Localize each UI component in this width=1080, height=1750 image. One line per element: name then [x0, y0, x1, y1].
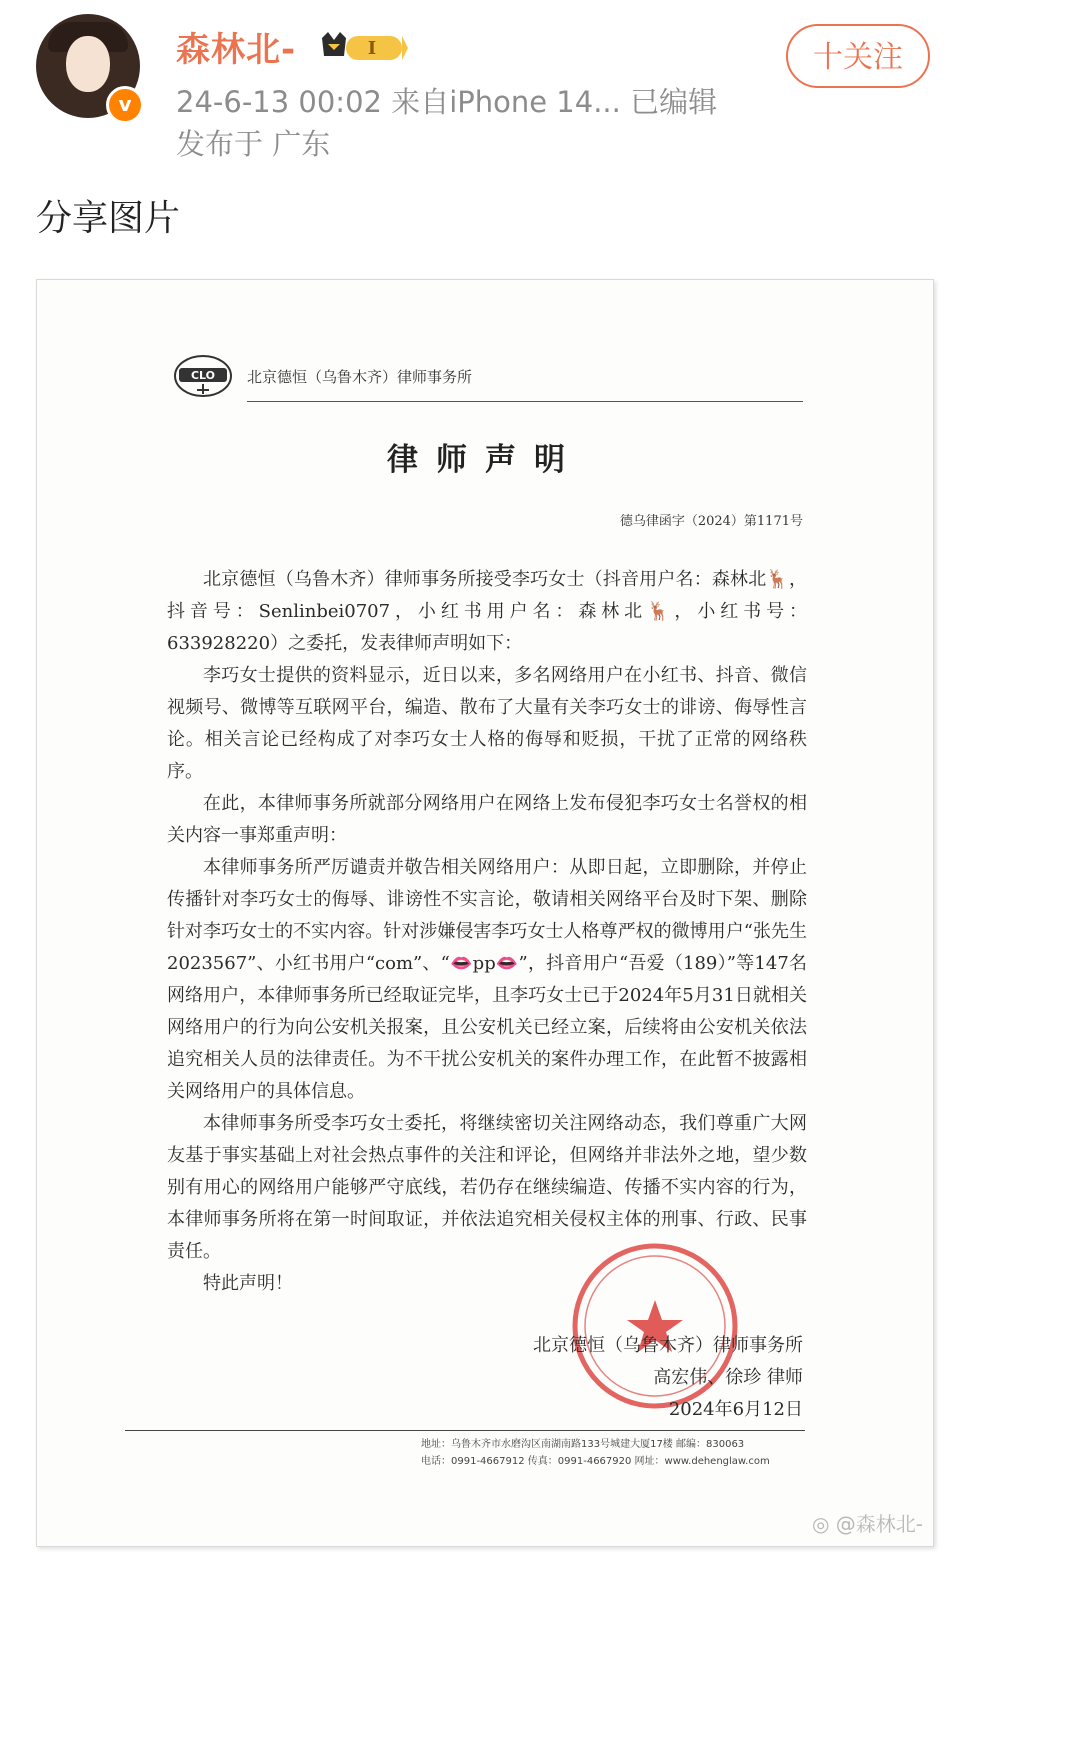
signature-date: 2024年6月12日 — [668, 1399, 803, 1420]
document-title: 律师声明 — [387, 442, 583, 478]
post-text: 分享图片 — [36, 198, 181, 239]
vip-badge-icon[interactable] — [318, 30, 410, 66]
footer-contact: 电话：0991-4667912 传真：0991-4667920 网址：www.dehenglaw.com — [421, 1456, 770, 1467]
signature-lawyers: 高宏伟、徐珍 律师 — [653, 1367, 803, 1388]
paragraph: 在此，本律师事务所就部分网络用户在网络上发布侵犯李巧女士名誉权的相关内容一事郑重声明： — [167, 793, 807, 846]
paragraph: 本律师事务所受李巧女士委托，将继续密切关注网络动态，我们尊重广大网友基于事实基础上对社会热点事件的关注和评论，但网络并非法外之地，望少数别有用心的网络用户能够严守底线，若仍存在继续编造、传播不实内容的行为，本律师事务所将在第一时间取证，并依法追究相关侵权主体的刑事、行政、民事责任。 — [167, 1113, 807, 1262]
paragraph: 本律师事务所严厉谴责并敬告相关网络用户：从即日起，立即删除，并停止传播针对李巧女士的侮辱、诽谤性不实言论，敬请相关网络平台及时下架、删除针对李巧女士的不实内容。针对涉嫌侵害李巧女士人格尊严权的微博用户“张先生2023567”、小红书用户“com”、“👄pp👄”，抖音用户“吾爱（189）”等147名网络用户，本律师事务所已经取证完毕，且李巧女士已于2024年5月31日就相关网络用户的行为向公安机关报案，且公安机关已经立案，后续将由公安机关依法追究相关人员的法律责任。为不干扰公安机关的案件办理工作，在此暂不披露相关网络用户的具体信息。 — [167, 857, 807, 1102]
verified-icon: v — [106, 86, 144, 124]
document-ref-number: 德乌律函字（2024）第1171号 — [619, 514, 803, 529]
watermark-text: @森林北- — [835, 1512, 923, 1536]
weibo-icon: ◎ — [811, 1512, 830, 1536]
document-signature — [483, 1330, 803, 1426]
image-watermark — [812, 1508, 923, 1537]
signature-firm: 北京德恒（乌鲁木齐）律师事务所 — [533, 1335, 803, 1356]
header-rule — [247, 401, 803, 402]
logo-text: CLO — [190, 369, 216, 382]
post-meta: 24-6-13 00:02 来自iPhone 14... 已编辑 — [176, 85, 718, 119]
paragraph: 特此声明！ — [203, 1273, 293, 1294]
paragraph: 北京德恒（乌鲁木齐）律师事务所接受李巧女士（抖音用户名：森林北🦌，抖音号：Senlinbei0707，小红书用户名：森林北🦌，小红书号：633928220）之委托，发表律师声明如下： — [167, 569, 807, 654]
follow-button[interactable]: 十关注 — [786, 24, 930, 88]
vip-badge-label: I — [367, 38, 377, 59]
paragraph: 李巧女士提供的资料显示，近日以来，多名网络用户在小红书、抖音、微信视频号、微博等互联网平台，编造、散布了大量有关李巧女士的诽谤、侮辱性言论。相关言论已经构成了对李巧女士人格的侮辱和贬损，干扰了正常的网络秩序。 — [167, 665, 807, 782]
law-firm-logo-icon — [173, 352, 233, 400]
document-body — [167, 564, 807, 1300]
avatar-face — [66, 36, 110, 92]
post-image-document[interactable] — [36, 279, 934, 1547]
footer-address: 地址：乌鲁木齐市水磨沟区南湖南路133号城建大厦17楼 邮编：830063 — [421, 1439, 745, 1450]
post-location: 发布于 广东 — [176, 127, 331, 161]
document-firm-header: 北京德恒（乌鲁木齐）律师事务所 — [247, 368, 473, 386]
username[interactable]: 森林北- — [176, 30, 297, 70]
footer-rule — [125, 1430, 805, 1431]
